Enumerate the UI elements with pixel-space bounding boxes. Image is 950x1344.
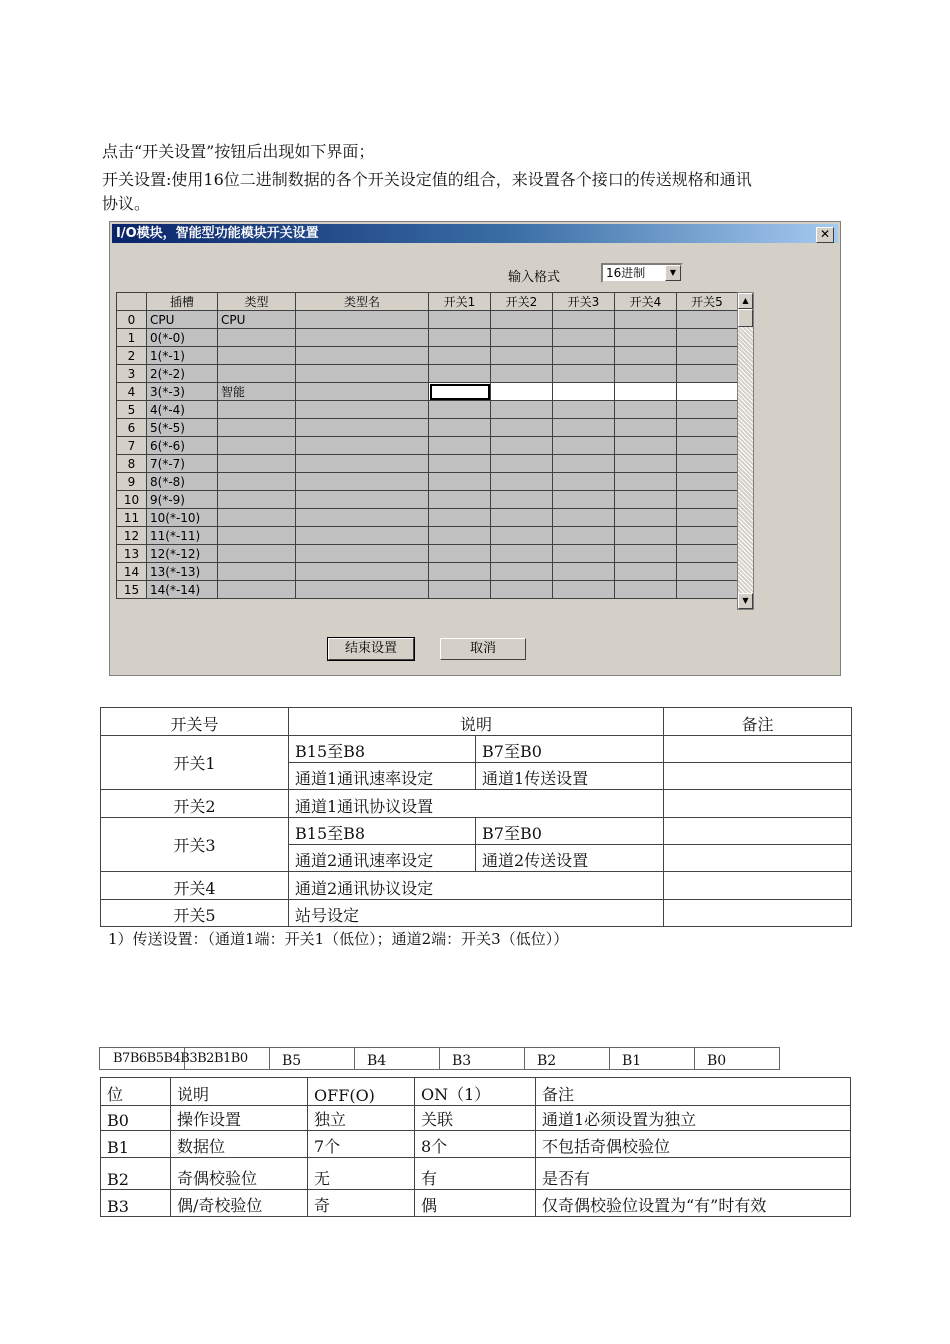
header-remarks: 备注: [664, 708, 852, 736]
bit-cell-remark: 仅奇偶校验位设置为“有”时有效: [536, 1190, 851, 1217]
grid-type-name-cell: [296, 455, 429, 473]
grid-switch-2-cell[interactable]: [491, 473, 553, 491]
input-format-select[interactable]: [601, 263, 683, 283]
grid-switch-3-cell[interactable]: [553, 311, 615, 329]
grid-type-name-cell: [296, 473, 429, 491]
grid-slot-cell: 9(*-9): [147, 491, 218, 509]
bit-cell-on: 8个: [415, 1131, 536, 1158]
grid-switch-4-cell[interactable]: [615, 365, 677, 383]
input-format-label: 输入格式: [508, 270, 561, 285]
close-icon[interactable]: ✕: [816, 227, 834, 243]
grid-type-name-cell: [296, 329, 429, 347]
grid-slot-cell: 12(*-12): [147, 545, 218, 563]
grid-switch-2-cell[interactable]: [491, 437, 553, 455]
grid-type-cell: [218, 437, 296, 455]
grid-row: [117, 581, 738, 599]
grid-type-cell: [218, 545, 296, 563]
grid-switch-1-cell[interactable]: [429, 509, 491, 527]
grid-row-number: 11: [117, 509, 147, 527]
bit-cell-bit: B0: [101, 1106, 171, 1131]
switch-2-label: 开关2: [101, 790, 289, 818]
bit-header-bit: 位: [101, 1078, 171, 1106]
grid-row: [117, 455, 738, 473]
grid-switch-5-cell[interactable]: [677, 437, 738, 455]
intro-line-3: 协议。: [102, 194, 151, 213]
grid-slot-cell: 13(*-13): [147, 563, 218, 581]
grid-row: [117, 347, 738, 365]
switch-1-label: 开关1: [101, 736, 289, 790]
grid-switch-1-cell[interactable]: [429, 545, 491, 563]
grid-type-name-cell: [296, 383, 429, 401]
grid-slot-cell: 8(*-8): [147, 473, 218, 491]
bit-cell-off: 奇: [308, 1190, 415, 1217]
dialog-title: I/O模块，智能型功能模块开关设置: [116, 226, 319, 241]
grid-type-cell: CPU: [218, 311, 296, 329]
grid-row: [117, 329, 738, 347]
grid-header-switch-5: 开关5: [677, 293, 738, 311]
scroll-down-icon[interactable]: ▼: [738, 593, 753, 609]
grid-type-name-cell: [296, 419, 429, 437]
grid-switch-5-cell[interactable]: [677, 311, 738, 329]
grid-switch-1-cell[interactable]: [429, 383, 491, 401]
grid-header-corner: [117, 293, 147, 311]
bit-cell-remark: 不包括奇偶校验位: [536, 1131, 851, 1158]
grid-header-type-name: 类型名: [296, 293, 429, 311]
grid-switch-2-cell[interactable]: [491, 581, 553, 599]
bit-cell-bit: B2: [101, 1158, 171, 1190]
bit-cell-remark: 通道1必须设置为独立: [536, 1106, 851, 1131]
grid-row-number: 12: [117, 527, 147, 545]
grid-switch-1-cell[interactable]: [429, 347, 491, 365]
grid-switch-5-cell[interactable]: [677, 401, 738, 419]
switch-1-low-bits: B7至B0: [476, 736, 664, 763]
grid-switch-1-cell[interactable]: [429, 311, 491, 329]
grid-type-cell: [218, 401, 296, 419]
grid-switch-4-cell[interactable]: [615, 437, 677, 455]
switch-4-desc: 通道2通讯协议设定: [289, 872, 664, 900]
bit-header-remark: 备注: [536, 1078, 851, 1106]
switch-settings-dialog: [109, 221, 841, 676]
grid-scrollbar[interactable]: [737, 292, 754, 610]
grid-switch-2-cell[interactable]: [491, 383, 553, 401]
grid-switch-4-cell[interactable]: [615, 545, 677, 563]
grid-switch-3-cell[interactable]: [553, 491, 615, 509]
bit-cell-on: 偶: [415, 1190, 536, 1217]
grid-slot-cell: 11(*-11): [147, 527, 218, 545]
grid-switch-3-cell[interactable]: [553, 581, 615, 599]
switch-grid: [116, 292, 738, 599]
bit-cell-description: 数据位: [171, 1131, 308, 1158]
grid-row-number: 10: [117, 491, 147, 509]
grid-row-number: 5: [117, 401, 147, 419]
grid-row: [117, 563, 738, 581]
switch-4-remark: [664, 872, 852, 900]
switch-3-remark-2: [664, 845, 852, 872]
bit-cell-off: 无: [308, 1158, 415, 1190]
switch-3-label: 开关3: [101, 818, 289, 872]
grid-switch-3-cell[interactable]: [553, 527, 615, 545]
grid-switch-5-cell[interactable]: [677, 581, 738, 599]
grid-switch-2-cell[interactable]: [491, 455, 553, 473]
grid-switch-1-cell[interactable]: [429, 401, 491, 419]
grid-row-number: 1: [117, 329, 147, 347]
grid-switch-2-cell[interactable]: [491, 509, 553, 527]
dialog-titlebar: [112, 224, 838, 243]
grid-row-number: 13: [117, 545, 147, 563]
grid-row-number: 2: [117, 347, 147, 365]
grid-switch-4-cell[interactable]: [615, 473, 677, 491]
grid-switch-3-cell[interactable]: [553, 437, 615, 455]
intro-line-2: 开关设置:使用16位二进制数据的各个开关设定值的组合，来设置各个接口的传送规格和通讯: [102, 170, 752, 189]
grid-type-cell: [218, 455, 296, 473]
grid-slot-cell: 2(*-2): [147, 365, 218, 383]
grid-header-switch-4: 开关4: [615, 293, 677, 311]
grid-switch-2-cell[interactable]: [491, 419, 553, 437]
grid-type-cell: [218, 347, 296, 365]
switch-description-table: [100, 707, 852, 927]
switch-1-remark: [664, 736, 852, 763]
grid-switch-5-cell[interactable]: [677, 383, 738, 401]
switch-2-remark: [664, 790, 852, 818]
grid-row: [117, 473, 738, 491]
header-switch-no: 开关号: [101, 708, 289, 736]
scroll-up-icon[interactable]: ▲: [738, 293, 753, 309]
grid-switch-3-cell[interactable]: [553, 329, 615, 347]
grid-switch-1-cell[interactable]: [429, 455, 491, 473]
grid-header-switch-3: 开关3: [553, 293, 615, 311]
grid-type-cell: [218, 473, 296, 491]
grid-switch-2-cell[interactable]: [491, 311, 553, 329]
grid-header-switch-2: 开关2: [491, 293, 553, 311]
grid-type-name-cell: [296, 311, 429, 329]
grid-switch-3-cell[interactable]: [553, 473, 615, 491]
bit-strip-overlap-text: B7B6B5B4B3B2B1B0: [113, 1051, 248, 1066]
grid-switch-2-cell[interactable]: [491, 329, 553, 347]
bit-cell-remark: 是否有: [536, 1158, 851, 1190]
transfer-settings-note: 1）传送设置：（通道1端：开关1（低位）；通道2端：开关3（低位））: [108, 930, 569, 948]
table-row: [101, 1190, 851, 1217]
grid-switch-4-cell[interactable]: [615, 563, 677, 581]
grid-switch-2-cell[interactable]: [491, 491, 553, 509]
grid-header-type: 类型: [218, 293, 296, 311]
grid-header-slot: 插槽: [147, 293, 218, 311]
grid-switch-1-cell[interactable]: [429, 365, 491, 383]
grid-row-number: 4: [117, 383, 147, 401]
grid-row: [117, 491, 738, 509]
header-description: 说明: [289, 708, 664, 736]
grid-switch-5-cell[interactable]: [677, 473, 738, 491]
grid-switch-2-cell[interactable]: [491, 545, 553, 563]
grid-type-name-cell: [296, 545, 429, 563]
grid-type-name-cell: [296, 581, 429, 599]
bit-table-header: [101, 1078, 851, 1106]
grid-switch-3-cell[interactable]: [553, 401, 615, 419]
bit-cell-on: 关联: [415, 1106, 536, 1131]
grid-switch-5-cell[interactable]: [677, 329, 738, 347]
grid-switch-5-cell[interactable]: [677, 509, 738, 527]
table-row: [101, 1131, 851, 1158]
grid-type-cell: [218, 581, 296, 599]
bit-cell-description: 偶/奇校验位: [171, 1190, 308, 1217]
bit-strip-cell: B3: [440, 1048, 525, 1070]
grid-switch-4-cell[interactable]: [615, 401, 677, 419]
grid-type-cell: [218, 329, 296, 347]
grid-switch-5-cell[interactable]: [677, 419, 738, 437]
grid-type-name-cell: [296, 365, 429, 383]
grid-switch-2-cell[interactable]: [491, 365, 553, 383]
switch-3-remark: [664, 818, 852, 845]
grid-row: [117, 545, 738, 563]
grid-row: [117, 509, 738, 527]
grid-switch-4-cell[interactable]: [615, 311, 677, 329]
grid-type-name-cell: [296, 527, 429, 545]
grid-switch-5-cell[interactable]: [677, 527, 738, 545]
grid-type-name-cell: [296, 491, 429, 509]
scroll-thumb[interactable]: [738, 309, 753, 327]
bit-strip-cell: B0: [695, 1048, 780, 1070]
grid-type-cell: [218, 527, 296, 545]
grid-switch-2-cell[interactable]: [491, 347, 553, 365]
grid-switch-3-cell[interactable]: [553, 545, 615, 563]
switch-4-label: 开关4: [101, 872, 289, 900]
grid-slot-cell: 4(*-4): [147, 401, 218, 419]
switch-5-desc: 站号设定: [289, 900, 664, 927]
grid-slot-cell: 7(*-7): [147, 455, 218, 473]
switch-3-low-bits: B7至B0: [476, 818, 664, 845]
bit-cell-bit: B1: [101, 1131, 171, 1158]
bit-cell-description: 奇偶校验位: [171, 1158, 308, 1190]
grid-switch-3-cell[interactable]: [553, 347, 615, 365]
grid-switch-2-cell[interactable]: [491, 563, 553, 581]
switch-5-label: 开关5: [101, 900, 289, 927]
switch-1-high-desc: 通道1通讯速率设定: [289, 763, 476, 790]
switch-3-high-desc: 通道2通讯速率设定: [289, 845, 476, 872]
input-format-value: 16进制: [606, 266, 646, 280]
grid-switch-5-cell[interactable]: [677, 347, 738, 365]
grid-row: [117, 527, 738, 545]
grid-switch-1-cell[interactable]: [429, 473, 491, 491]
grid-switch-5-cell[interactable]: [677, 455, 738, 473]
grid-switch-5-cell[interactable]: [677, 491, 738, 509]
table-row: [101, 1158, 851, 1190]
grid-switch-4-cell[interactable]: [615, 527, 677, 545]
grid-row: [117, 365, 738, 383]
bit-cell-on: 有: [415, 1158, 536, 1190]
grid-row-number: 15: [117, 581, 147, 599]
grid-row-number: 3: [117, 365, 147, 383]
switch-3-low-desc: 通道2传送设置: [476, 845, 664, 872]
grid-row-number: 14: [117, 563, 147, 581]
grid-type-name-cell: [296, 509, 429, 527]
grid-row: [117, 437, 738, 455]
grid-switch-5-cell[interactable]: [677, 563, 738, 581]
switch-1-low-desc: 通道1传送设置: [476, 763, 664, 790]
switch-3-high-bits: B15至B8: [289, 818, 476, 845]
grid-header-switch-1: 开关1: [429, 293, 491, 311]
bit-cell-bit: B3: [101, 1190, 171, 1217]
grid-switch-1-cell[interactable]: [429, 581, 491, 599]
grid-slot-cell: 5(*-5): [147, 419, 218, 437]
grid-slot-cell: 10(*-10): [147, 509, 218, 527]
grid-switch-5-cell[interactable]: [677, 545, 738, 563]
grid-row: [117, 383, 738, 401]
switch-1-high-bits: B15至B8: [289, 736, 476, 763]
grid-switch-3-cell[interactable]: [553, 563, 615, 581]
grid-switch-3-cell[interactable]: [553, 455, 615, 473]
grid-switch-1-cell[interactable]: [429, 437, 491, 455]
grid-type-name-cell: [296, 347, 429, 365]
grid-switch-4-cell[interactable]: [615, 383, 677, 401]
grid-slot-cell: 1(*-1): [147, 347, 218, 365]
grid-row: [117, 401, 738, 419]
bit-strip-cell: B5: [270, 1048, 355, 1070]
grid-switch-4-cell[interactable]: [615, 419, 677, 437]
grid-row-number: 8: [117, 455, 147, 473]
grid-switch-4-cell[interactable]: [615, 509, 677, 527]
grid-type-name-cell: [296, 401, 429, 419]
grid-switch-1-cell[interactable]: [429, 527, 491, 545]
bit-definition-table: [100, 1077, 851, 1217]
chevron-down-icon[interactable]: ▼: [665, 265, 681, 281]
grid-row: [117, 419, 738, 437]
grid-row-number: 6: [117, 419, 147, 437]
cancel-button[interactable]: 取消: [440, 638, 526, 660]
grid-switch-3-cell[interactable]: [553, 419, 615, 437]
grid-switch-1-cell[interactable]: [429, 329, 491, 347]
grid-switch-4-cell[interactable]: [615, 329, 677, 347]
grid-slot-cell: CPU: [147, 311, 218, 329]
grid-switch-1-cell[interactable]: [429, 419, 491, 437]
grid-row-number: 0: [117, 311, 147, 329]
switch-1-remark-2: [664, 763, 852, 790]
grid-type-cell: [218, 509, 296, 527]
grid-row: [117, 311, 738, 329]
intro-line-1: 点击“开关设置”按钮后出现如下界面；: [102, 142, 375, 161]
grid-type-cell: [218, 563, 296, 581]
grid-switch-1-cell[interactable]: [429, 491, 491, 509]
grid-slot-cell: 6(*-6): [147, 437, 218, 455]
grid-switch-4-cell[interactable]: [615, 347, 677, 365]
grid-switch-3-cell[interactable]: [553, 365, 615, 383]
switch-2-desc: 通道1通讯协议设置: [289, 790, 664, 818]
grid-switch-4-cell[interactable]: [615, 491, 677, 509]
grid-switch-2-cell[interactable]: [491, 527, 553, 545]
grid-type-cell: [218, 491, 296, 509]
grid-switch-3-cell[interactable]: [553, 509, 615, 527]
grid-switch-5-cell[interactable]: [677, 365, 738, 383]
bit-header-description: 说明: [171, 1078, 308, 1106]
grid-switch-1-cell[interactable]: [429, 563, 491, 581]
grid-switch-2-cell[interactable]: [491, 401, 553, 419]
grid-type-cell: [218, 365, 296, 383]
grid-slot-cell: 0(*-0): [147, 329, 218, 347]
grid-row-number: 7: [117, 437, 147, 455]
bit-cell-off: 独立: [308, 1106, 415, 1131]
grid-type-name-cell: [296, 437, 429, 455]
bit-strip-cell: B1: [610, 1048, 695, 1070]
bit-header-on: ON（1）: [415, 1078, 536, 1106]
grid-switch-4-cell[interactable]: [615, 455, 677, 473]
grid-type-cell: 智能: [218, 383, 296, 401]
finish-settings-button[interactable]: 结束设置: [328, 638, 414, 660]
switch-5-remark: [664, 900, 852, 927]
grid-type-name-cell: [296, 563, 429, 581]
grid-type-cell: [218, 419, 296, 437]
bit-header-off: OFF(O): [308, 1078, 415, 1106]
grid-slot-cell: 14(*-14): [147, 581, 218, 599]
table-row: [101, 1106, 851, 1131]
bit-cell-off: 7个: [308, 1131, 415, 1158]
bit-strip-cell: B4: [355, 1048, 440, 1070]
grid-slot-cell: 3(*-3): [147, 383, 218, 401]
grid-row-number: 9: [117, 473, 147, 491]
bit-cell-description: 操作设置: [171, 1106, 308, 1131]
grid-switch-3-cell[interactable]: [553, 383, 615, 401]
grid-switch-4-cell[interactable]: [615, 581, 677, 599]
bit-strip-cell: B2: [525, 1048, 610, 1070]
